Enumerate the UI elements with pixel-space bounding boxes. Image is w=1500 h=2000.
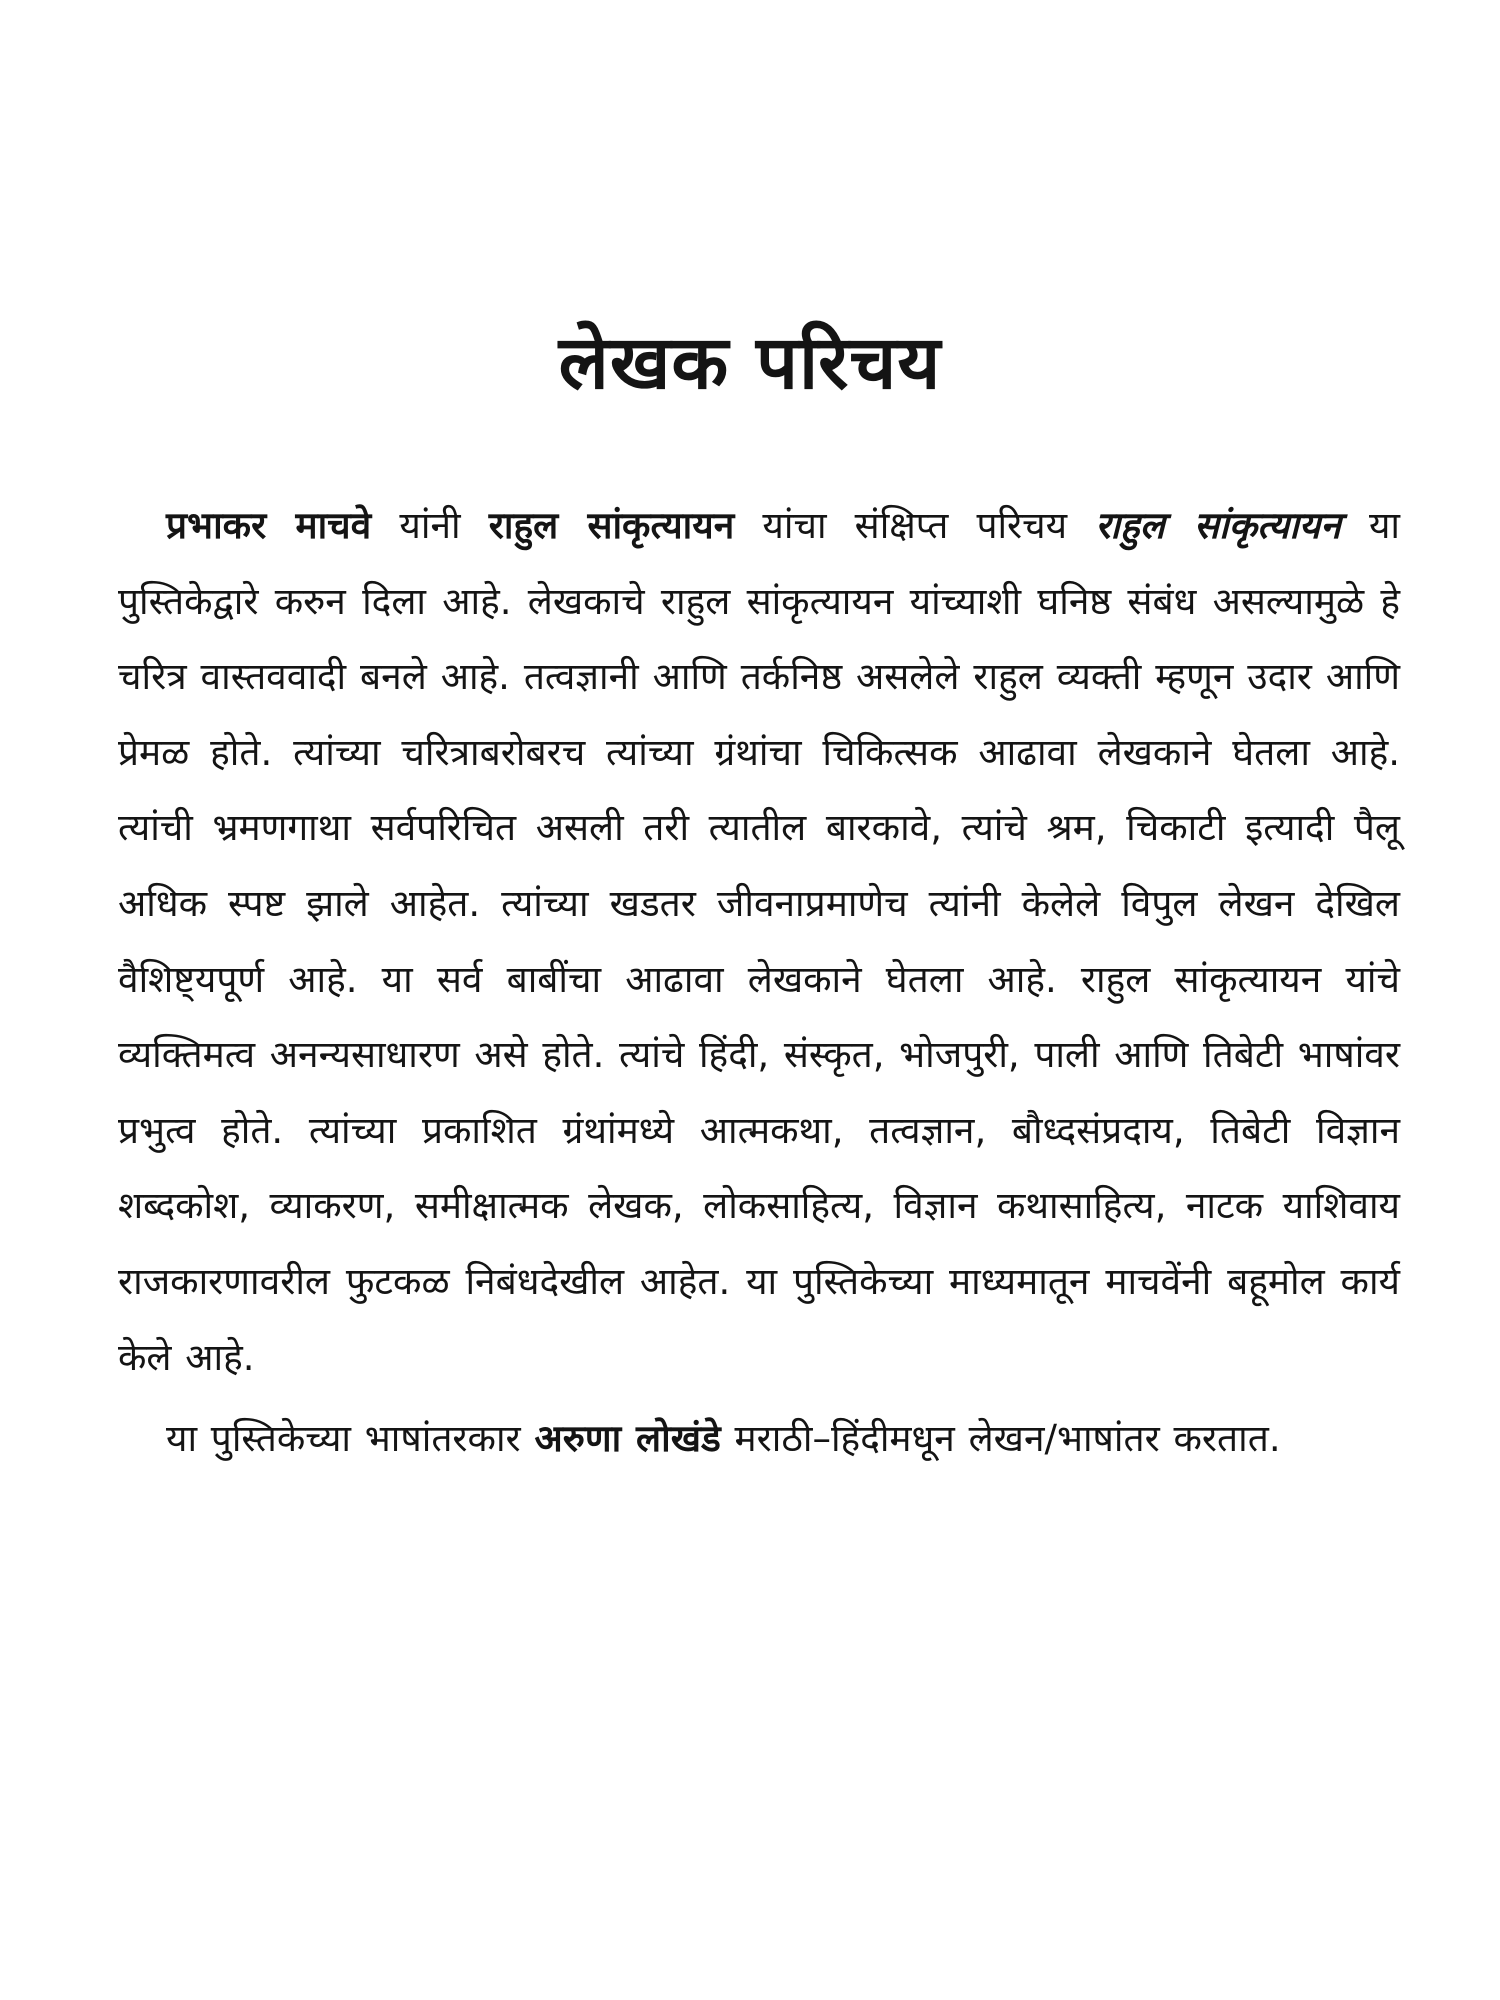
- paragraph-intro-text-c: या पुस्तिकेद्वारे करुन दिला आहे. लेखकाचे राहुल सांकृत्यायन यांच्याशी घनिष्ठ संबंध असल्यामुळे हे चरित्र वास्तववादी बनले आहे. तत्वज्ञानी आणि तर्कनिष्ठ असलेले राहुल व्यक्ती म्हणून उदार आणि प्रेमळ होते. त्यांच्या चरित्राबरोबरच त्यांच्या ग्रंथांचा चिकित्सक आढावा लेखकाने घेतला आहे. त्यांची भ्रमणगाथा सर्वपरिचित असली तरी त्यातील बारकावे, त्यांचे श्रम, चिकाटी इत्यादी पैलू अधिक स्पष्ट झाले आहेत. त्यांच्या खडतर जीवनाप्रमाणेच त्यांनी केलेले विपुल लेखन देखिल वैशिष्ट्यपूर्ण आहे. या सर्व बाबींचा आढावा लेखकाने घेतला आहे. राहुल सांकृत्यायन यांचे व्यक्तिमत्व अनन्यसाधारण असे होते. त्यांचे हिंदी, संस्कृत, भोजपुरी, पाली आणि तिबेटी भाषांवर प्रभुत्व होते. त्यांच्या प्रकाशित ग्रंथांमध्ये आत्मकथा, तत्वज्ञान, बौध्दसंप्रदाय, तिबेटी विज्ञान शब्दकोश, व्याकरण, समीक्षात्मक लेखक, लोकसाहित्य, विज्ञान कथासाहित्य, नाटक याशिवाय राजकारणावरील फुटकळ निबंधदेखील आहेत. या पुस्तिकेच्या माध्यमातून माचवेंनी बहूमोल कार्य केले आहे.: [118, 504, 1401, 1379]
- paragraph-intro-text-a: यांनी: [371, 504, 489, 547]
- author-name: प्रभाकर माचवे: [166, 504, 372, 547]
- translator-name: अरुणा लोखंडे: [534, 1417, 721, 1461]
- paragraph-translator-text-a: या पुस्तिकेच्या भाषांतरकार: [166, 1417, 535, 1461]
- paragraph-translator-text-b: मराठी–हिंदीमधून लेखन/भाषांतर करतात.: [720, 1417, 1281, 1461]
- body-text: [118, 488, 1400, 1477]
- book-title: राहुल सांकृत्यायन: [1095, 504, 1341, 547]
- paragraph-intro-text-b: यांचा संक्षिप्त परिचय: [734, 504, 1096, 547]
- paragraph-translator: [118, 1401, 1400, 1477]
- page-title: लेखक परिचय: [558, 320, 942, 406]
- subject-name: राहुल सांकृत्यायन: [488, 504, 735, 547]
- paragraph-intro: [118, 488, 1400, 1395]
